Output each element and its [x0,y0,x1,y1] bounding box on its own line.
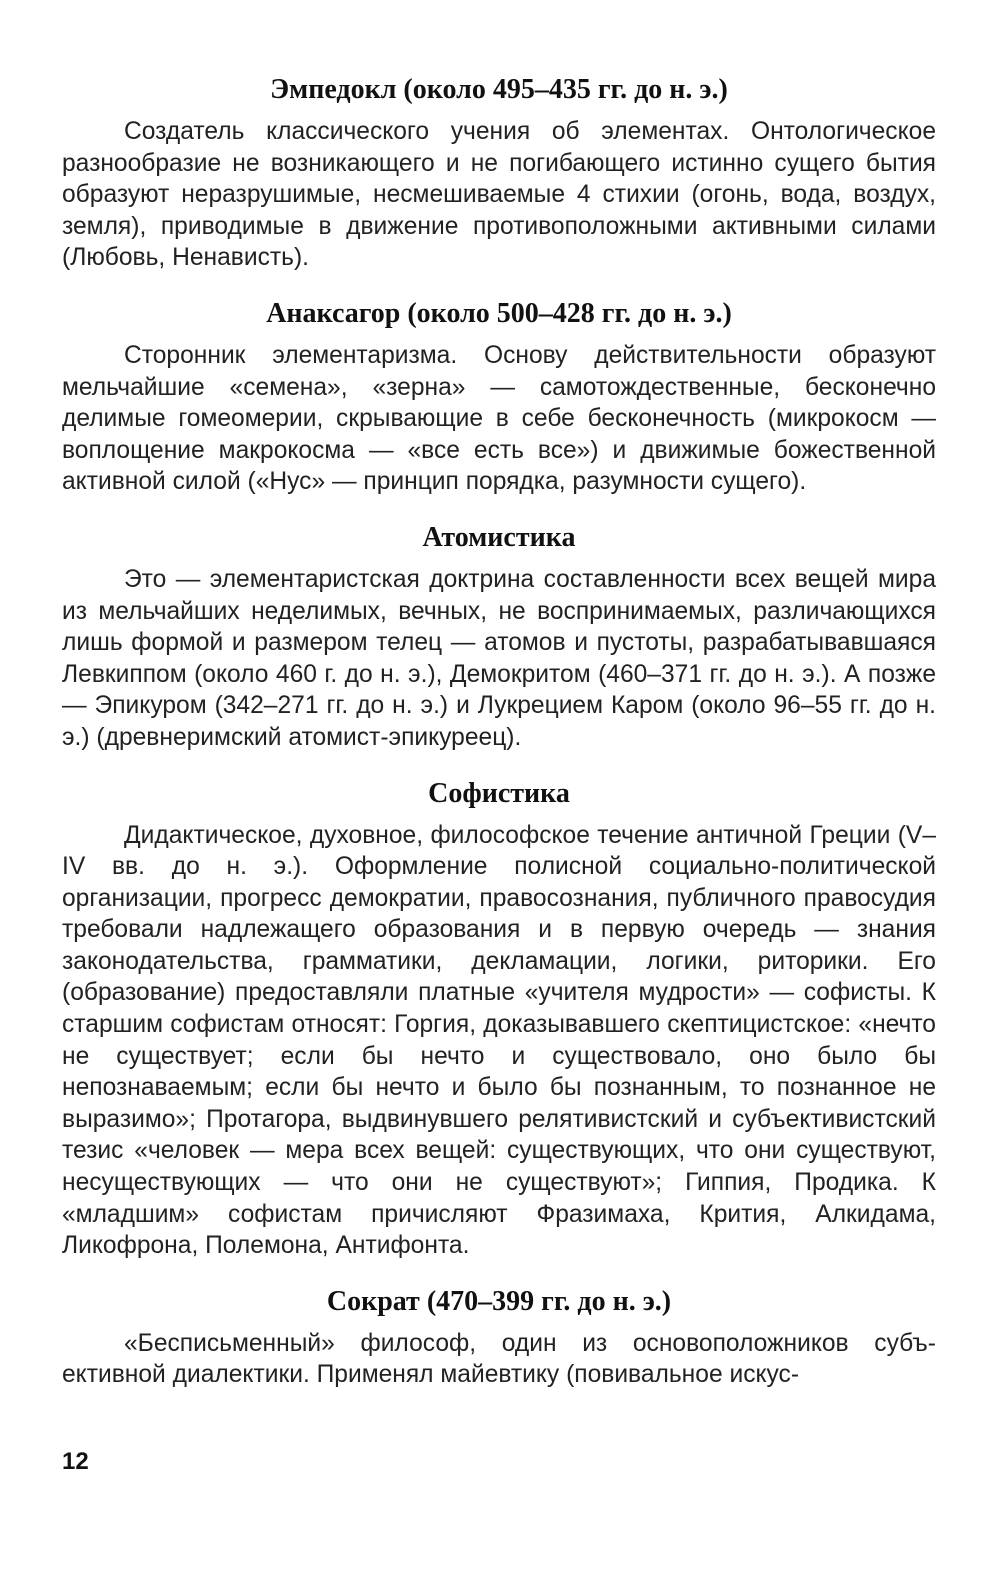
section-sophistry [62,776,936,1262]
section-paragraph: Это — элементаристская доктрина составленности всех вещей мира из мельчайших неделимых, вечных, не воспринимаемых, различающихся лишь формой и размером телец — атомов и пустоты, разрабатывавшаяся Левкиппом (около 460 г. до н. э.), Демокритом (460–371 гг. до н. э.). А позже — Эпикуром (342–271 гг. до н. э.) и Лукрецием Каром (около 96–55 гг. до н. э.) (древнеримский атомист-эпикуреец). [62,565,936,751]
section-anaxagoras [62,296,936,498]
section-heading: Эмпедокл (около 495–435 гг. до н. э.) [270,74,728,105]
section-heading: Софистика [428,777,570,809]
section-heading: Анаксагор (около 500–428 гг. до н. э.) [266,297,732,329]
section-socrates [62,1284,936,1391]
section-paragraph: Дидактическое, духовное, философское течение античной Греции (V–IV вв. до н. э.). Оформление полисной социально-политической организации, прогресс демократии, правосознания, публичного правосудия требовали надлежащего образования и в первую очередь — знания законодательства, грамматики, декламации, логики, риторики. Его (образование) предоставляли платные «учителя мудрости» — софисты. К старшим софистам относят: Горгия, доказывавшего скептицистское: «нечто не существует; если бы нечто и существовало, оно было бы непознаваемым; если бы нечто и было бы познанным, то познанное не выразимо»; Протагора, выдвинувшего релятивистский и субъективистский тезис «человек — мера всех вещей: существующих, что они существуют, несуществующих — что они не существуют»; Гиппия, Продика. К «младшим» софистам причисляют Фразимаха, Крития, Алкидама, Ликофрона, Полемона, Антифонта. [62,821,936,1260]
section-paragraph: Сторонник элементаризма. Основу действительности образуют мельчайшие «семена», «зерна» — самотождественные, бесконечно делимые гомеомерии, скрывающие в себе бесконечность (микрокосм — воплощение макрокосма — «все есть все») и движимые божественной активной силой («Нус» — принцип порядка, разумности сущего). [62,341,936,496]
section-heading: Сократ (470–399 гг. до н. э.) [326,1285,672,1317]
section-empedocles [62,72,936,274]
section-paragraph: «Бесписьменный» философ, один из основоположников субъективной диалектики. Применял майевтику (повивальное искус- [62,1329,936,1389]
section-paragraph: Создатель классического учения об элементах. Онтологическое разнообразие не возникающего и не погибающего истинно сущего бытия образуют неразрушимые, несмешиваемые 4 стихии (огонь, вода, воздух, земля), приводимые в движение противоположными активными силами (Любовь, Ненависть). [62,118,936,272]
section-atomism [62,520,936,754]
section-heading: Атомистика [422,521,576,553]
book-page [62,72,936,1391]
page-number: 12 [62,1448,89,1475]
